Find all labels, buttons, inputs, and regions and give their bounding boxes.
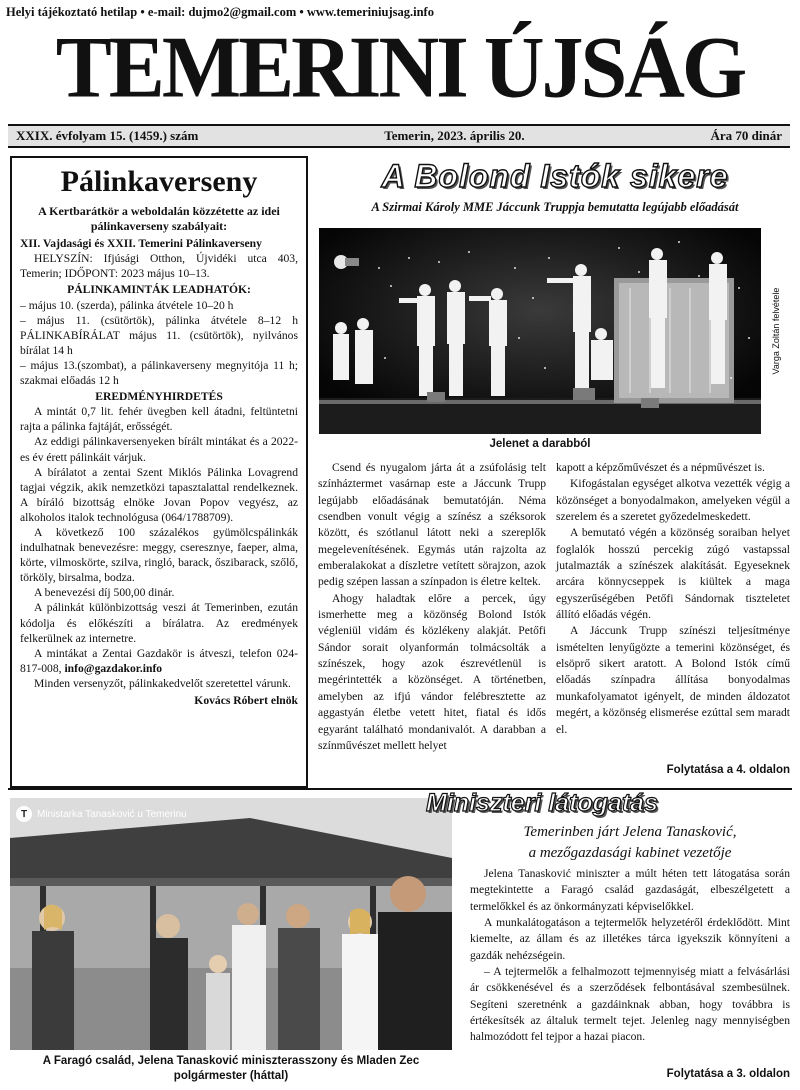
article1-caption: Jelenet a darabból <box>489 438 591 450</box>
palinkaverseny-phone-text: A mintákat a Zentai Gazdakör is átveszi, telefon 024-817-008, <box>20 646 298 675</box>
article1-paragraph: kapott a képzőművészet és a népművészet is. <box>556 461 765 474</box>
issue-date: Temerin, 2023. április 20. <box>384 128 525 143</box>
photo-credit <box>768 228 784 434</box>
palinkaverseny-paragraph: A bírálatot a zentai Szent Miklós Pálinka Lovagrend tagjai végzik, akik nemzetközi tapasztalattal rendelkeznek. A bíráló bizottság elnöke Jovan Popov vegyész, az alkoholos italok technológusa (064/1788709). <box>20 465 298 524</box>
article1-paragraph: Kifogástalan egységet alkotva vezették végig a közönséget a bonyodalmakon, amelyeken végül a szerelem és a szeretet győzedelmeskedett. <box>556 477 790 524</box>
theatre-photo <box>319 228 761 434</box>
ministry-visit-photo <box>10 798 452 1050</box>
theatre-scene-illustration <box>319 228 761 434</box>
palinkaverseny-item: – május 13.(szombat), a pálinkaverseny megnyitója 11 h; szakmai előadás 12 h <box>20 358 298 388</box>
palinkaverseny-title: Pálinkaverseny <box>60 165 258 198</box>
issue-info-bar <box>8 124 790 148</box>
palinkaverseny-event: XII. Vajdasági és XXII. Temerini Pálinkaverseny <box>20 237 262 251</box>
article2-subtitle <box>470 822 790 866</box>
palinkaverseny-box <box>10 156 308 788</box>
tv-channel-label <box>16 806 187 822</box>
palinkaverseny-subhead-results: EREDMÉNYHIRDETÉS <box>95 390 223 404</box>
palinkaverseny-paragraph: Minden versenyzőt, pálinkakedvelőt szeretettel várunk. <box>34 676 291 690</box>
article1-subtitle: A Szirmai Károly MME Jáccunk Truppja bemutatta legújabb előadását <box>371 200 739 214</box>
article2-paragraph: Jelena Tanasković miniszter a múlt héten tett látogatása során megtekintette a Faragó család gazdaságát, elbeszélgetett a termelőkkel és az önkormányzati képviselőkkel. <box>470 867 790 913</box>
article2-paragraph: A munkalátogatáson a tejtermelők helyzetéről érdeklődött. Mint kiemelte, az állam és az illetékes tárca igyekszik könnyíteni a gazdák nehézségein. <box>470 916 790 962</box>
article1-paragraph: A bemutató végén a közönség soraiban helyet foglalók hosszú percekig zúgó vastapssal jutalmazták a színészek alakítását. Egyeseknek arcára könnycseppek is kiültek a maga egyszerűségében Petőfi Sándornak tiszteletet állító előadás végén. <box>556 526 790 622</box>
article1-paragraph: A Jáccunk Trupp színészi teljesítménye ismételten lenyűgözte a temerini közönséget, és elsöprő sikert aratott. A Bolond Istók című előadás színpadra állítása bonyodalmas munkafolyamatot igényelt, de minden áldozatot megért, a közönség elismerése ezúttal sem maradt el. <box>556 624 790 736</box>
palinkaverseny-lead: A Kertbarátkör a weboldalán közzétette az idei pálinkaverseny szabályait: <box>38 204 280 234</box>
header-topline: Helyi tájékoztató hetilap • e-mail: dujmo2@gmail.com • www.temeriniujsag.info <box>6 5 434 19</box>
palinkaverseny-paragraph: Az eddigi pálinkaversenyeken bírált mintákat és a 2022-es év érett pálinkáit várjuk. <box>20 435 298 464</box>
palinkaverseny-subhead-samples: PÁLINKAMINTÁK LEADHATÓK: <box>67 283 251 297</box>
article2-column <box>470 866 790 1046</box>
palinkaverseny-email: info@gazdakor.info <box>64 661 163 675</box>
tv-logo-icon: T <box>16 806 32 822</box>
article1-column-2 <box>556 460 790 738</box>
palinkaverseny-item: – május 10. (szerda), pálinka átvétele 10–20 h <box>20 298 234 312</box>
palinkaverseny-item: – május 11. (csütörtök), pálinka átvétele 8–12 h PÁLINKABÍRÁLAT május 11. (csütörtök), nyilvános bírálat 14 h <box>20 313 298 357</box>
palinkaverseny-paragraph <box>20 646 298 676</box>
article1-column-1 <box>318 460 546 754</box>
article2-continued: Folytatása a 3. oldalon <box>666 1068 790 1080</box>
palinkaverseny-paragraph: A benevezési díj 500,00 dinár. <box>34 586 175 600</box>
article2-subtitle-line-1: Temerinben járt Jelena Tanasković, <box>523 824 737 840</box>
farm-visit-illustration <box>10 798 452 1050</box>
masthead-title: TEMERINI ÚJSÁG <box>55 18 745 117</box>
article1-title: A Bolond Istók sikere <box>381 158 729 194</box>
palinkaverseny-location: HELYSZÍN: Ifjúsági Otthon, Újvidéki utca 403, Temerin; IDŐPONT: 2023 május 10–13. <box>20 252 298 281</box>
article2-caption: A Faragó család, Jelena Tanasković miniszterasszony és Mladen Zec polgármester (háttal) <box>42 1055 420 1082</box>
article1-paragraph: Ahogy haladtak előre a percek, úgy ismerhette meg a közönség Bolond Istók végleniül vidám és közlékeny alakját. Petőfi Sándor sorait olyanformán tolmácsolták a színészek, hogy azok észrevétlenül is megérintették a közönséget. A történetben, amelyben az ifjú vándor felébresztette az aggastyán életbe vetett hitet, fiatal és idős egyaránt található mondanivalót. A darabban a színművészet mellett helyet <box>318 591 546 752</box>
article2-paragraph: – A tejtermelők a felhalmozott tejmennyiség miatt a felvásárlási ár csökkenésével és a szerződések felbontásával szembesülnek. Segíteni szeretnénk a gazdáinknak abban, hogy továbbra is értékesítsék az általuk termelt tejet. Jelenleg nagy mennyiségben halmozódott fel tejpor a hazai piacon. <box>470 965 790 1044</box>
tv-label-text: Ministarka Tanasković u Temerinu <box>37 808 187 820</box>
photo-credit-text: Varga Zoltán felvétele <box>771 287 781 375</box>
palinkaverseny-paragraph: A pálinkát különbizottság veszi át Temerinben, ezután kódolja és előkészíti a bírálatra. Az eredmények felkerülnek az internetre. <box>20 601 298 645</box>
palinkaverseny-signature: Kovács Róbert elnök <box>194 694 298 707</box>
palinkaverseny-paragraph: A mintát 0,7 lit. fehér üvegben kell átadni, feltüntetni rajta a pálinka fajtáját, erősségét. <box>20 405 298 434</box>
article1-paragraph: Csend és nyugalom járta át a zsúfolásig telt színháztermet vasárnap este a Jáccunk Trupp legújabb előadásának bemutatóján. Néma csendben vonult végig a színész a széksorok között, és szótlanul látott neki a szereplők megelevenítésének. Egymás után rajzolta az emberalakokat a díszletre vetített sörajzon, azok pedig szépen lassan a színpadon is életre keltek. <box>318 461 546 589</box>
issue-volume: XXIX. évfolyam 15. (1459.) szám <box>16 128 199 143</box>
issue-price: Ára 70 dinár <box>710 128 782 143</box>
article2-subtitle-line-2: a mezőgazdasági kabinet vezetője <box>528 845 732 861</box>
article1-continued: Folytatása a 4. oldalon <box>666 764 790 776</box>
palinkaverseny-paragraph: A következő 100 százalékos gyümölcspálinkák indulhatnak benevezésre: meggy, cseresznye, faeper, alma, körte, vilmoskörte, szilva, ringló, barack, őszibarack, szőlő, törköly, birsalma, bodza. <box>20 525 298 585</box>
article2-title: Miniszteri látogatás <box>426 789 658 817</box>
